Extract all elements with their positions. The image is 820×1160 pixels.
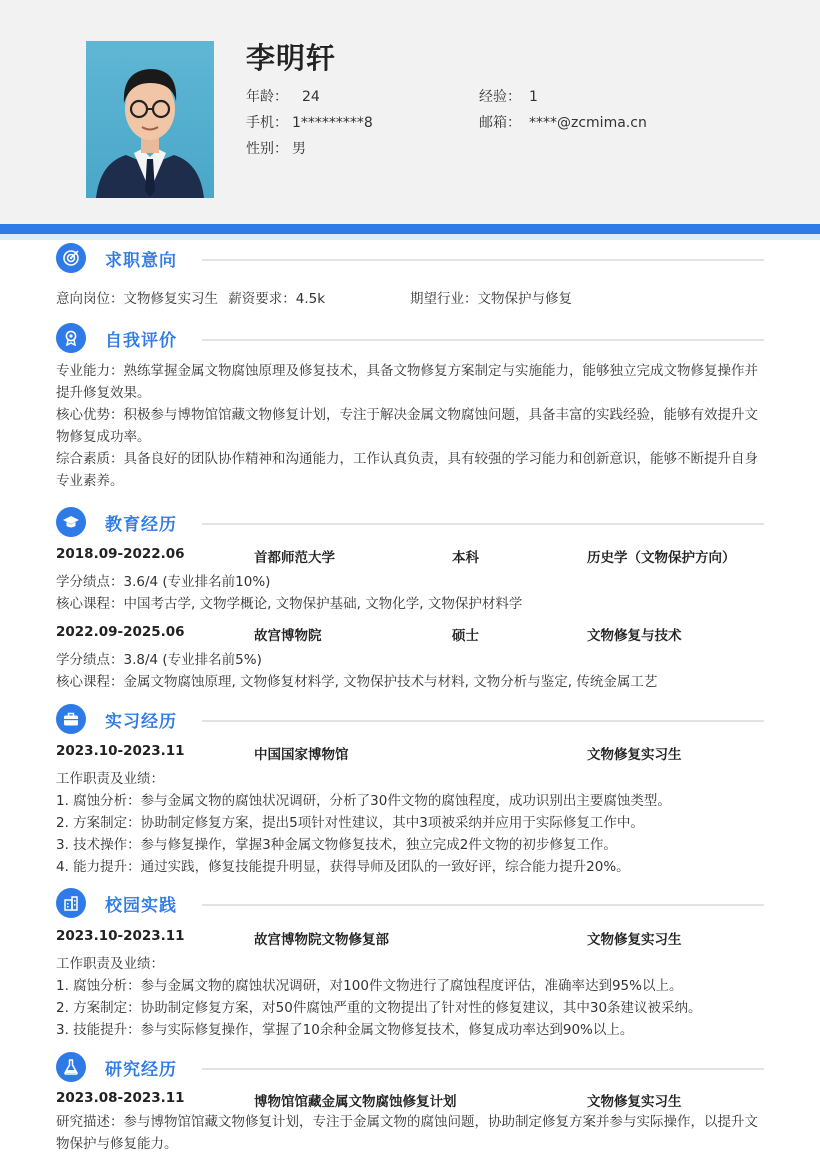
self-eval-paragraph: 综合素质：具备良好的团队协作精神和沟通能力，工作认真负责，具有较强的学习能力和创新意识，能够不断提升自身专业素养。 [56,451,758,489]
education-school: 首都师范大学 [254,550,335,566]
section-job-intention [56,243,764,273]
gender-label: 性别： [246,141,288,157]
section-divider [202,523,764,525]
self-eval-paragraph: 专业能力：熟练掌握金属文物腐蚀原理及修复技术，具备文物修复方案制定与实施能力，能够独立完成文物修复操作并提升修复效果。 [56,363,758,401]
section-divider [202,720,764,722]
profile-photo [86,41,214,198]
section-education [56,507,764,537]
section-divider [202,259,764,261]
gender-field [246,138,306,158]
experience-label: 经验： [479,89,521,105]
expected-salary: 薪资要求：4.5k [228,291,326,307]
research-description: 研究描述：参与博物馆馆藏文物修复计划，专注于金属文物的腐蚀问题，协助制定修复方案并参与实际操作，以提升文物保护与修复能力。 [56,1114,758,1152]
target-icon [56,243,86,273]
internship-date: 2023.10-2023.11 [56,743,185,759]
graduation-cap-icon [56,507,86,537]
education-courses: 核心课程：金属文物腐蚀原理, 文物修复材料学, 文物保护技术与材料, 文物分析与鉴定, 传统金属工艺 [56,674,658,690]
campus-line: 1. 腐蚀分析：参与金属文物的腐蚀状况调研，对100件文物进行了腐蚀程度评估，准确率达到95%以上。 [56,978,683,994]
internship-line: 4. 能力提升：通过实践，修复技能提升明显，获得导师及团队的一致好评，综合能力提升20%。 [56,859,630,875]
age-field [246,86,320,106]
email-label: 邮箱： [479,115,521,131]
research-project: 博物馆馆藏金属文物腐蚀修复计划 [254,1094,457,1110]
intention-row [56,287,766,307]
expected-industry: 期望行业：文物保护与修复 [410,291,572,307]
education-gpa: 学分绩点：3.6/4 (专业排名前10%) [56,574,271,590]
section-title: 自我评价 [105,331,177,351]
header-accent-shadow [0,234,820,240]
phone-value: 1*********8 [292,115,373,131]
self-eval-paragraph: 核心优势：积极参与博物馆馆藏文物修复计划，专注于解决金属文物腐蚀问题，具备丰富的实践经验，能够有效提升文物修复成功率。 [56,407,758,445]
education-courses: 核心课程：中国考古学, 文物学概论, 文物保护基础, 文物化学, 文物保护材料学 [56,596,523,612]
education-major: 文物修复与技术 [587,628,682,644]
experience-field [479,86,538,106]
campus-org: 故宫博物院文物修复部 [254,932,389,948]
intended-position: 意向岗位：文物修复实习生 [56,291,218,307]
briefcase-icon [56,704,86,734]
education-major: 历史学（文物保护方向） [587,550,736,566]
campus-role: 文物修复实习生 [587,932,682,948]
building-icon [56,888,86,918]
internship-line: 3. 技术操作：参与修复操作，掌握3种金属文物修复技术，独立完成2件文物的初步修复工作。 [56,837,617,853]
section-title: 校园实践 [105,896,177,916]
internship-role: 文物修复实习生 [587,747,682,763]
experience-value: 1 [529,89,538,105]
campus-line: 3. 技能提升：参与实际修复操作，掌握了10余种金属文物修复技术，修复成功率达到90%以上。 [56,1022,634,1038]
section-title: 研究经历 [105,1060,177,1080]
age-label: 年龄： [246,89,288,105]
section-divider [202,1068,764,1070]
candidate-name: 李明轩 [246,41,337,75]
flask-icon [56,1052,86,1082]
section-internship [56,704,764,734]
email-field [479,112,647,132]
campus-date: 2023.10-2023.11 [56,928,185,944]
badge-icon [56,323,86,353]
section-campus-practice [56,888,764,918]
section-divider [202,339,764,341]
section-title: 教育经历 [105,515,177,535]
campus-line: 工作职责及业绩： [56,956,164,972]
section-research [56,1052,764,1082]
email-value: ****@zcmima.cn [529,115,647,131]
phone-field [246,112,373,132]
section-title: 实习经历 [105,712,177,732]
section-title: 求职意向 [105,251,177,271]
research-date: 2023.08-2023.11 [56,1090,185,1106]
education-date: 2018.09-2022.06 [56,546,185,562]
internship-org: 中国国家博物馆 [254,747,349,763]
education-degree: 本科 [452,550,479,566]
education-date: 2022.09-2025.06 [56,624,185,640]
resume-header [0,0,820,224]
internship-line: 工作职责及业绩： [56,771,164,787]
gender-value: 男 [292,141,306,157]
phone-label: 手机： [246,115,288,131]
education-school: 故宫博物院 [254,628,322,644]
internship-line: 1. 腐蚀分析：参与金属文物的腐蚀状况调研，分析了30件文物的腐蚀程度，成功识别出主要腐蚀类型。 [56,793,671,809]
section-divider [202,904,764,906]
header-accent-bar [0,224,820,234]
internship-line: 2. 方案制定：协助制定修复方案，提出5项针对性建议，其中3项被采纳并应用于实际修复工作中。 [56,815,644,831]
age-value: 24 [302,89,320,105]
education-gpa: 学分绩点：3.8/4 (专业排名前5%) [56,652,262,668]
section-self-evaluation [56,323,764,353]
campus-line: 2. 方案制定：协助制定修复方案，对50件腐蚀严重的文物提出了针对性的修复建议，其中30条建议被采纳。 [56,1000,702,1016]
education-degree: 硕士 [452,628,479,644]
research-role: 文物修复实习生 [587,1094,682,1110]
